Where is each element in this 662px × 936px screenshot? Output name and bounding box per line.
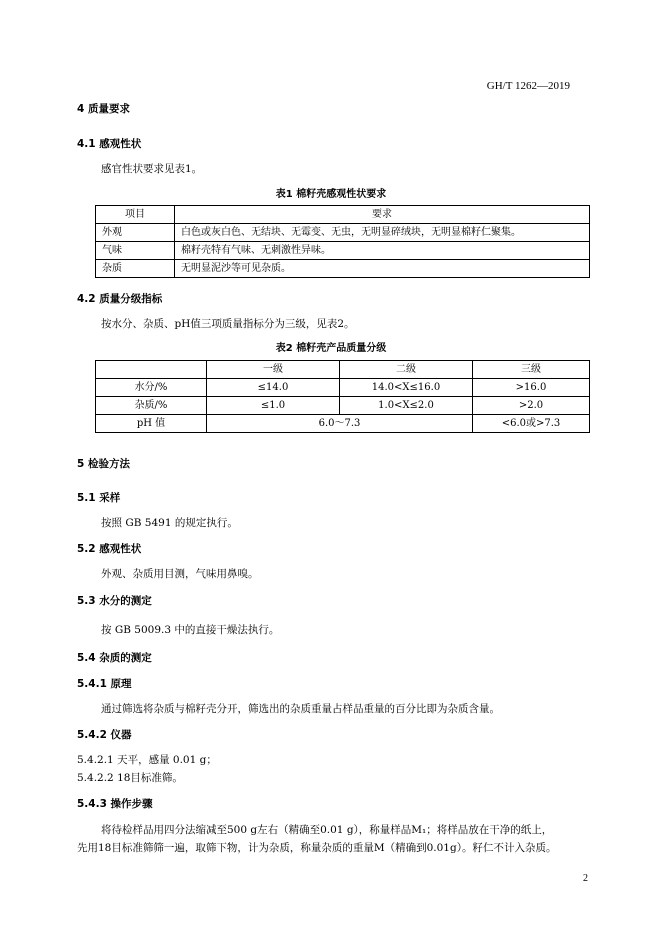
section-5-4-3-heading: 5.4.3 操作步骤 <box>77 798 153 810</box>
section-5-4-1-text: 通过筛选将杂质与棉籽壳分开，筛选出的杂质重量占样品重量的百分比即为杂质含量。 <box>101 703 500 715</box>
section-5-4-2-2-item: 5.4.2.2 18目标准筛。 <box>77 772 183 784</box>
table-row <box>96 224 590 242</box>
table-1 <box>95 205 590 278</box>
table-row <box>96 206 590 224</box>
table-cell: 外观 <box>96 224 175 242</box>
section-5-2-text: 外观、杂质用目测，气味用鼻嗅。 <box>101 568 259 580</box>
table-row <box>96 260 590 278</box>
table-cell: 棉籽壳特有气味、无刺激性异味。 <box>175 242 590 260</box>
table-cell: 水分/% <box>96 379 207 397</box>
section-5-1-text: 按照 GB 5491 的规定执行。 <box>101 517 238 529</box>
table-cell: 14.0<X≤16.0 <box>340 379 473 397</box>
section-4-2-text: 按水分、杂质、pH值三项质量指标分为三级，见表2。 <box>101 318 355 330</box>
section-5-1-heading: 5.1 采样 <box>77 492 121 504</box>
table-cell: ≤14.0 <box>207 379 340 397</box>
table-2-caption: 表2 棉籽壳产品质量分级 <box>275 343 387 354</box>
table-row <box>96 361 590 379</box>
table-header-cell: 项目 <box>96 206 175 224</box>
table-cell: 1.0<X≤2.0 <box>340 397 473 415</box>
table-cell: 白色或灰白色、无结块、无霉变、无虫，无明显碎绒块，无明显棉籽仁聚集。 <box>175 224 590 242</box>
table-row <box>96 415 590 433</box>
table-cell: 杂质 <box>96 260 175 278</box>
page-number: 2 <box>583 873 588 884</box>
table-row <box>96 242 590 260</box>
section-5-4-3-text-line1: 将待检样品用四分法缩减至500 g左右（精确至0.01 g），称量样品M₁；将样品放在干净的纸上， <box>101 824 553 836</box>
table-cell: 无明显泥沙等可见杂质。 <box>175 260 590 278</box>
section-5-4-2-1-item: 5.4.2.1 天平，感量 0.01 g； <box>77 754 217 766</box>
table-header-cell <box>96 361 207 379</box>
table-row <box>96 397 590 415</box>
section-5-4-heading: 5.4 杂质的测定 <box>77 652 152 664</box>
table-cell: >2.0 <box>473 397 590 415</box>
section-5-4-2-heading: 5.4.2 仪器 <box>77 729 132 741</box>
table-1-caption: 表1 棉籽壳感观性状要求 <box>275 189 387 200</box>
table-cell: >16.0 <box>473 379 590 397</box>
section-4-1-text: 感官性状要求见表1。 <box>101 163 203 175</box>
section-5-4-3-text-line2: 先用18目标准筛筛一遍，取筛下物，计为杂质，称量杂质的重量M（精确到0.01g）。籽仁不计入杂质。 <box>77 842 557 854</box>
table-cell: <6.0或>7.3 <box>473 415 590 433</box>
table-header-cell: 二级 <box>340 361 473 379</box>
section-5-2-heading: 5.2 感观性状 <box>77 543 142 555</box>
table-header-cell: 一级 <box>207 361 340 379</box>
table-header-cell: 要求 <box>175 206 590 224</box>
section-5-heading: 5 检验方法 <box>77 458 130 470</box>
table-cell: pH 值 <box>96 415 207 433</box>
section-5-3-text: 按 GB 5009.3 中的直接干燥法执行。 <box>101 624 280 636</box>
section-4-2-heading: 4.2 质量分级指标 <box>77 293 163 305</box>
standard-code: GH/T 1262—2019 <box>486 80 570 92</box>
section-4-1-heading: 4.1 感观性状 <box>77 138 142 150</box>
section-5-4-1-heading: 5.4.1 原理 <box>77 678 132 690</box>
section-4-heading: 4 质量要求 <box>77 103 130 115</box>
table-cell: 6.0～7.3 <box>207 415 473 433</box>
table-cell: ≤1.0 <box>207 397 340 415</box>
section-5-3-heading: 5.3 水分的测定 <box>77 595 152 607</box>
table-header-cell: 三级 <box>473 361 590 379</box>
table-cell: 气味 <box>96 242 175 260</box>
table-cell: 杂质/% <box>96 397 207 415</box>
table-2 <box>95 360 590 433</box>
table-row <box>96 379 590 397</box>
